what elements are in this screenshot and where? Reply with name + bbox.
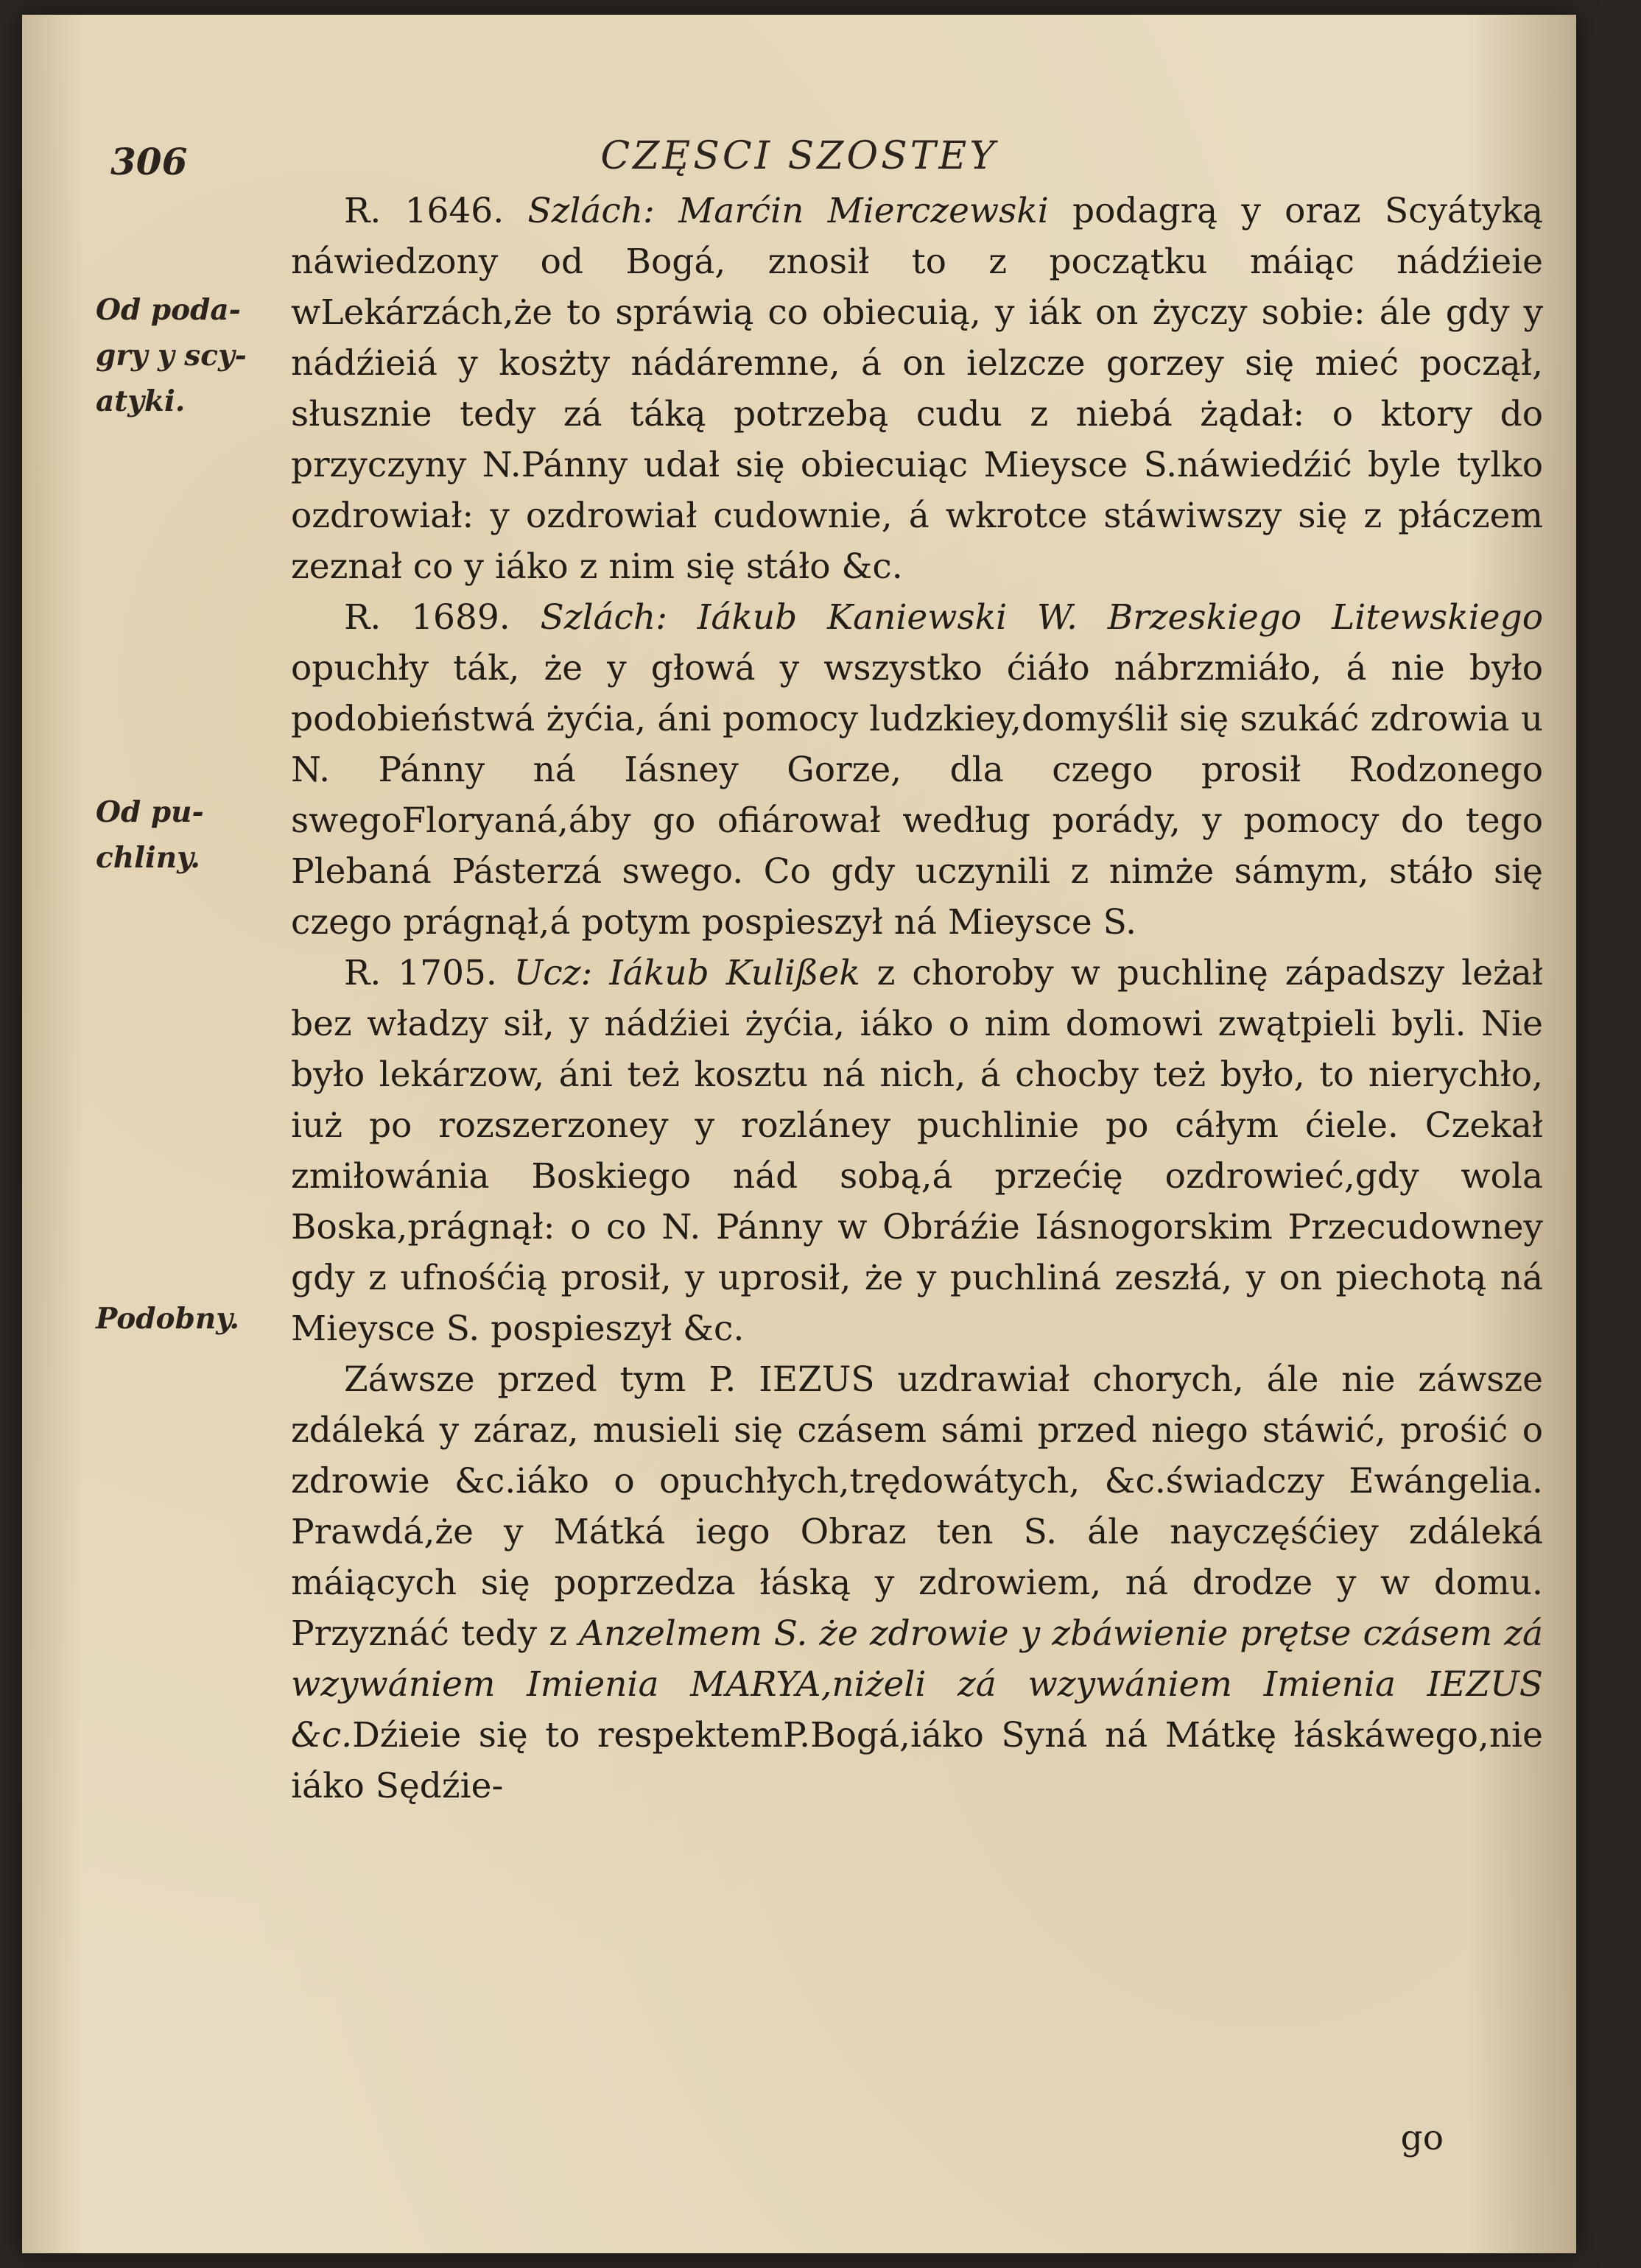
paragraph-1-name: Szlách: Marćin Mierczewski: [527, 191, 1049, 231]
paragraph-3-lead: R. 1705.: [344, 953, 497, 993]
catchword: go: [1400, 2118, 1444, 2158]
body-text: [291, 186, 1543, 1811]
paragraph-2: [291, 592, 1543, 948]
paragraph-3-text: z choroby w puchlinę západszy leżał bez władzy sił, y nádźiei żyćia, iáko o nim domowi zwątpieli byli. Nie było lekárzow, áni też kosztu ná nich, á chocby też było, to nierychło, iuż po rozszerzoney y rozláney puchlinie po cáłym ćiele. Czekał zmiłowánia Boskiego nád sobą,á przećię ozdrowieć,gdy wola Boska,prágnął: o co N. Pánny w Obráźie Iásnogorskim Przecudowney gdy z ufnośćią prosił, y uprosił, że y puchliná zeszłá, y on piechotą ná Mieysce S. pospieszył &c.: [291, 953, 1543, 1349]
page-number: 306: [110, 140, 188, 183]
paragraph-2-lead: R. 1689.: [344, 597, 510, 638]
paragraph-3-name: Ucz: Iákub Kulißek: [513, 953, 860, 993]
paragraph-4-quote: Anzelmem S. że zdrowie y zbáwienie prętse czásem zá wzywániem Imienia MARYA,niżeli zá wzywániem Imienia IEZUS &c.: [291, 1613, 1543, 1755]
paragraph-3: [291, 948, 1543, 1354]
book-page: [22, 15, 1576, 2253]
running-head: CZĘSCI SZOSTEY: [600, 134, 998, 178]
paragraph-4: [291, 1354, 1543, 1811]
margin-note-gout: Od poda-gry y scy-atyki.: [96, 293, 247, 418]
paragraph-4-text-a: Záwsze przed tym P. IEZUS uzdrawiał chorych, ále nie záwsze zdáleká y záraz, musieli się czásem sámi przed niego stáwić, prośić o zdrowie &c.iáko o opuchłych,trędowátych, &c.świadczy Ewángelia. Prawdá,że y Mátká iego Obraz ten S. ále nayczęśćiey zdáleká máiących się poprzedza łáską y zdrowiem, ná drodze y w domu. Przyznáć tedy z: [291, 1359, 1543, 1654]
paragraph-1-text: podagrą y oraz Scyátyką náwiedzony od Bogá, znosił to z początku máiąc nádźieie wLekárzách,że to spráwią co obiecuią, y iák on życzy sobie: ále gdy y nádźieiá y kosżty nádáremne, á on ielzcze gorzey się mieć począł, słusznie tedy zá táką potrzebą cudu z niebá żądał: o ktory do przyczyny N.Pánny udał się obiecuiąc Mieysce S.náwiedźić byle tylko ozdrowiał: y ozdrowiał cudownie, á wkrotce stáwiwszy się z płáczem zeznał co y iáko z nim się stáło &c.: [291, 191, 1543, 587]
paragraph-2-text: opuchły ták, że y głowá y wszystko ćiáło nábrzmiáło, á nie było podobieństwá żyćia, áni pomocy ludzkiey,domyślił się szukáć zdrowia u N. Pánny ná Iásney Gorze, dla czego prosił Rodzonego swegoFloryaná,áby go ofiárował według porády, y pomocy do tego Plebaná Pásterzá swego. Co gdy uczynili z nimże sámym, stáło się czego prágnął,á potym pospieszył ná Mieysce S.: [291, 648, 1543, 943]
paragraph-1: [291, 186, 1543, 592]
margin-note-dropsy: Od pu-chliny.: [96, 795, 204, 875]
paragraph-4-text-b: Dźieie się to respektemP.Bogá,iáko Syná ná Mátkę łáskáwego,nie iáko Sędźie-: [291, 1715, 1543, 1806]
margin-note-similar: Podobny.: [96, 1302, 239, 1336]
paragraph-1-lead: R. 1646.: [344, 191, 505, 231]
paragraph-2-name: Szlách: Iákub Kaniewski W. Brzeskiego Litewskiego: [540, 597, 1543, 638]
